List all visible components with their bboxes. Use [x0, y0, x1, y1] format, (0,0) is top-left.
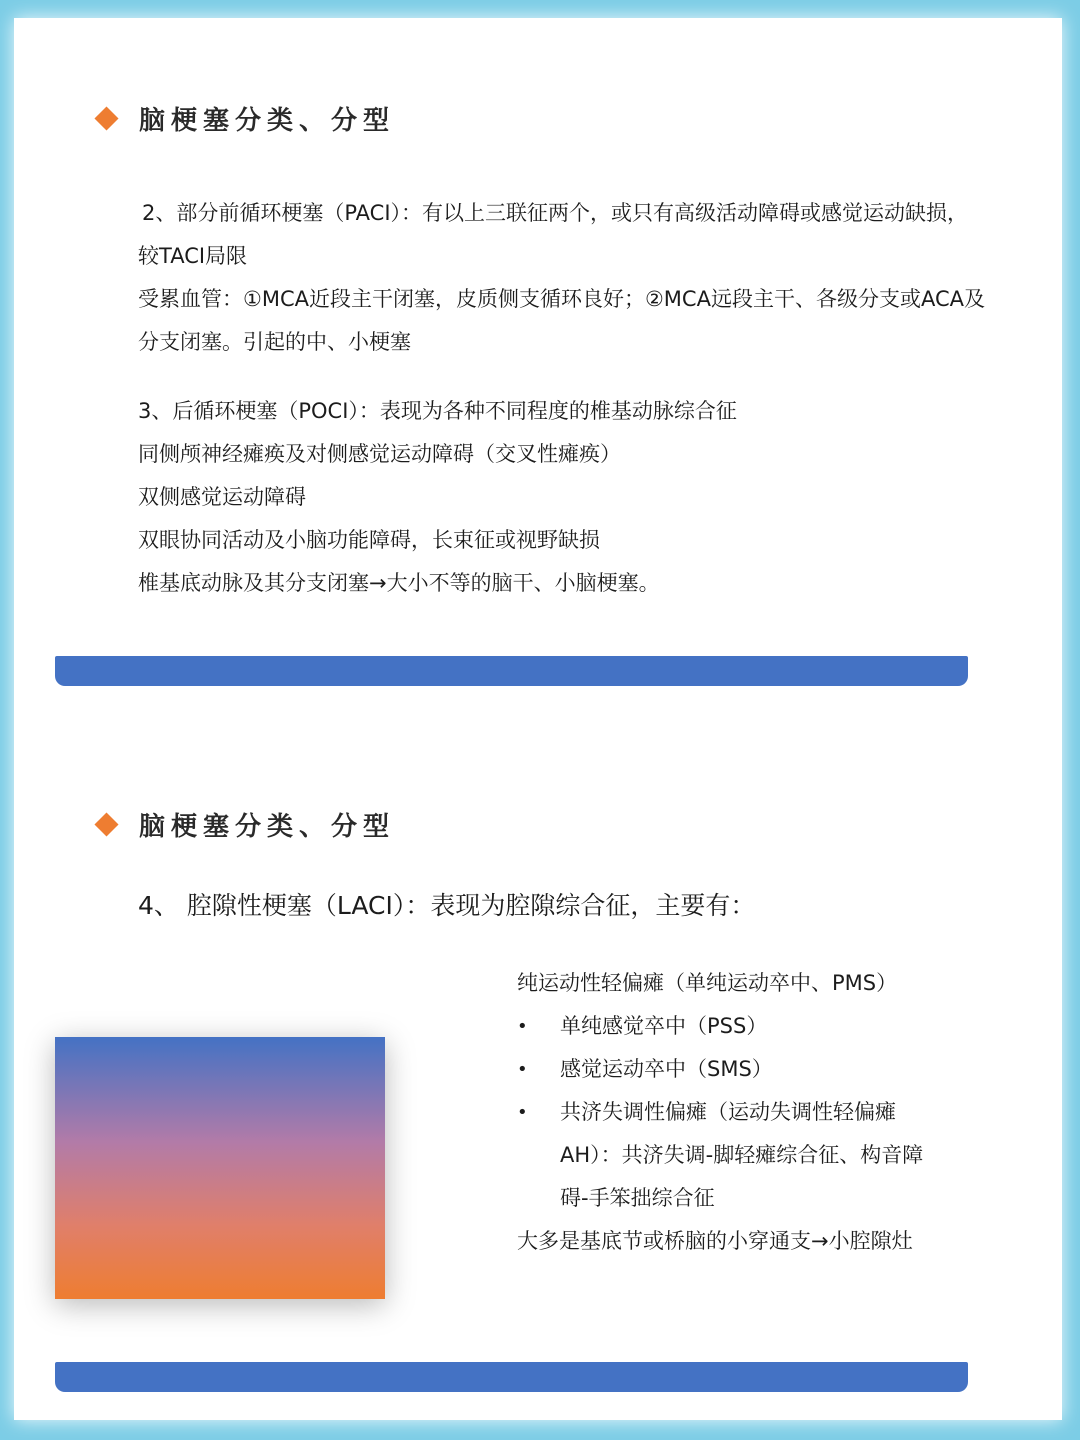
- poci-line-3: 双侧感觉运动障碍: [138, 485, 306, 509]
- list-item-continuation: [517, 1177, 937, 1220]
- divider-bar-1: [55, 656, 968, 686]
- list-item-text: 碍-手笨拙综合征: [560, 1186, 715, 1210]
- list-item: [517, 1091, 937, 1134]
- paci-paragraph: [138, 192, 985, 364]
- list-item-text: 共济失调性偏瘫（运动失调性轻偏瘫: [560, 1100, 896, 1124]
- gradient-image-block: [55, 1037, 385, 1299]
- laci-footer: 大多是基底节或桥脑的小穿通支→小腔隙灶: [517, 1229, 913, 1253]
- section1-heading-text: 脑梗塞分类、分型: [139, 106, 396, 136]
- laci-subtitle: 4、 腔隙性梗塞（LACI）：表现为腔隙综合征，主要有：: [138, 891, 756, 920]
- list-item-text: AH）：共济失调-脚轻瘫综合征、构音障: [560, 1143, 924, 1167]
- diamond-bullet-icon: [94, 106, 118, 130]
- divider-bar-2: [55, 1362, 968, 1392]
- bullet-dot-icon: •: [517, 1102, 528, 1123]
- list-item: [517, 1048, 937, 1091]
- poci-paragraph: [138, 390, 938, 605]
- paci-line-1: 2、部分前循环梗塞（PACI）：有以上三联征两个，或只有高级活动障碍或感觉运动缺损，: [142, 201, 969, 225]
- section1-heading: [96, 100, 395, 137]
- bullet-dot-icon: •: [517, 1059, 528, 1080]
- poci-line-5: 椎基底动脉及其分支闭塞→大小不等的脑干、小脑梗塞。: [138, 571, 660, 595]
- list-item-text: 感觉运动卒中（SMS）: [560, 1057, 773, 1081]
- diamond-bullet-icon: [94, 812, 118, 836]
- poci-line-4: 双眼协同活动及小脑功能障碍，长束征或视野缺损: [138, 528, 600, 552]
- poci-line-1: 3、后循环梗塞（POCI）：表现为各种不同程度的椎基动脉综合征: [138, 399, 737, 423]
- section2-heading: [96, 806, 395, 843]
- paci-line-4: 分支闭塞。引起的中、小梗塞: [138, 330, 411, 354]
- section2-heading-text: 脑梗塞分类、分型: [139, 812, 396, 842]
- laci-intro: 纯运动性轻偏瘫（单纯运动卒中、PMS）: [517, 971, 898, 995]
- list-item: [517, 1005, 937, 1048]
- paci-line-3: 受累血管：①MCA近段主干闭塞，皮质侧支循环良好；②MCA远段主干、各级分支或ACA及: [138, 287, 985, 311]
- list-item-text: 单纯感觉卒中（PSS）: [560, 1014, 768, 1038]
- laci-list: [517, 962, 937, 1263]
- poci-line-2: 同侧颅神经瘫痪及对侧感觉运动障碍（交叉性瘫痪）: [138, 442, 621, 466]
- list-item-continuation: [517, 1134, 937, 1177]
- bullet-dot-icon: •: [517, 1016, 528, 1037]
- paci-line-2: 较TACI局限: [138, 244, 248, 268]
